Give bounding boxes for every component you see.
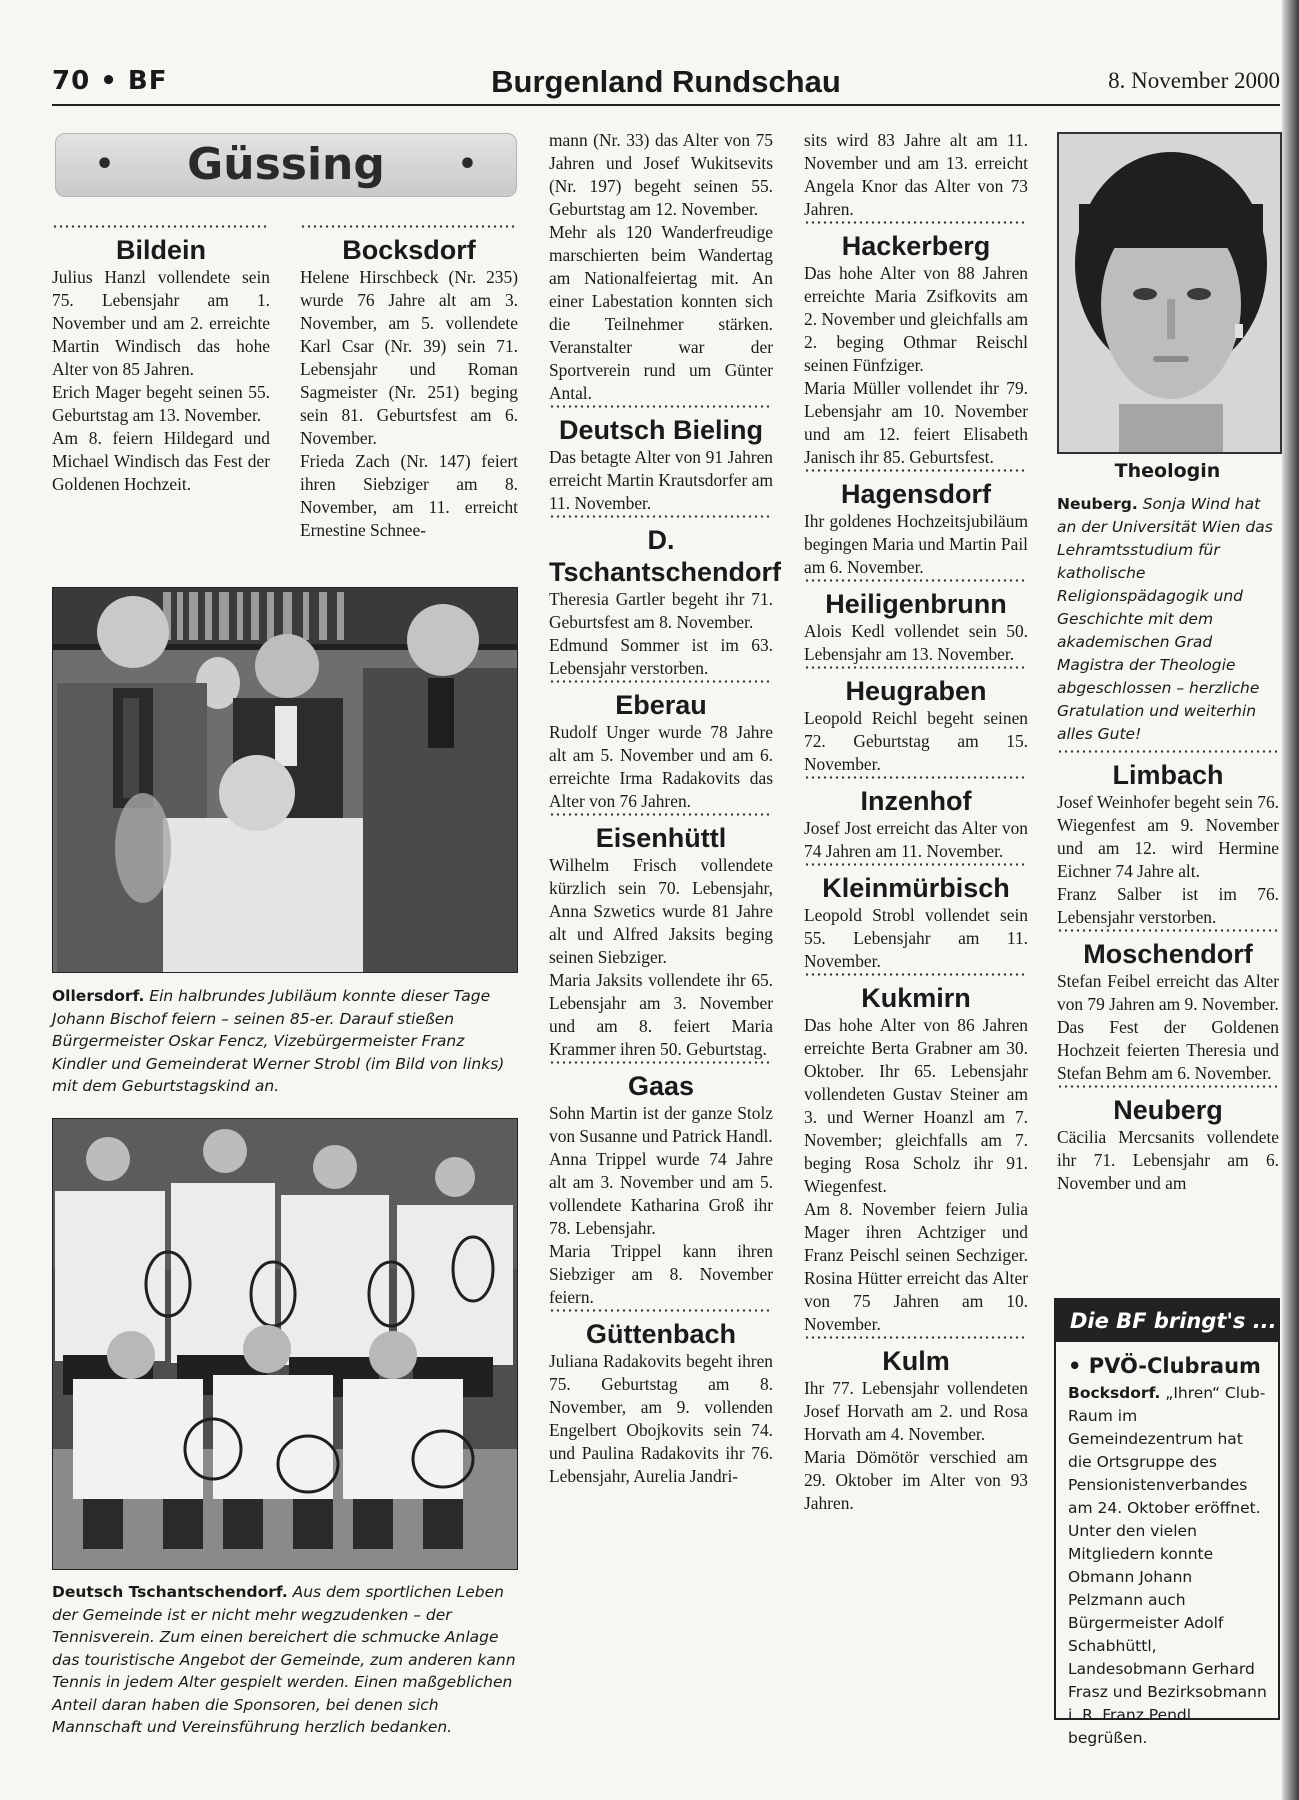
article-heading: Kukmirn (804, 973, 1028, 1014)
portrait-caption (1057, 493, 1280, 746)
article-heading: Deutsch Bieling (549, 405, 773, 446)
article-paragraph: Erich Mager begeht seinen 55. Geburtstag am 13. November. (52, 382, 270, 425)
column-2 (300, 225, 518, 542)
article-heading: Bildein (52, 225, 270, 266)
article-paragraph: sits wird 83 Jahre alt am 11. November und am 13. erreicht Angela Knor das Alter von 73 Jahren. (804, 130, 1028, 219)
article-heading: Heugraben (804, 666, 1028, 707)
masthead (52, 64, 1280, 104)
article-paragraph: Stefan Feibel erreicht das Alter von 79 Jahren am 9. November. (1057, 971, 1279, 1014)
article-paragraph: Theresia Gartler begeht ihr 71. Geburtsfest am 8. November. (549, 589, 773, 632)
article-deutsch-bieling (549, 405, 773, 515)
article-paragraph: Helene Hirschbeck (Nr. 235) wurde 76 Jahre alt am 3. November, am 5. vollendete Karl Csar (Nr. 39) sein 71. Lebensjahr und Roman Sagmeister (Nr. 251) beging sein 81. Geburtsfest am 6. November. (300, 267, 518, 448)
article-eberau (549, 680, 773, 813)
article-heading: Güttenbach (549, 1309, 773, 1350)
article-heading: Hagensdorf (804, 469, 1028, 510)
article-paragraph: mann (Nr. 33) das Alter von 75 Jahren und Josef Wukitsevits (Nr. 197) begeht seinen 55. Geburtstag am 12. November. (549, 130, 773, 219)
article-paragraph: Rudolf Unger wurde 78 Jahre alt am 5. November und am 6. erreichte Irma Radakovits das Alter von 76 Jahren. (549, 722, 773, 811)
article-heading: Eisenhüttl (549, 813, 773, 854)
article-paragraph: Mehr als 120 Wanderfreudige marschierten beim Wandertag am Nationalfeiertag mit. An einer Labestation konnten sich die Teilnehmer stärken. Veranstalter war der Sportverein rund um Günter Antal. (549, 222, 773, 403)
article-paragraph: Josef Weinhofer begeht sein 76. Wiegenfest am 9. November und am 12. wird Hermine Eichner 74 Jahre alt. (1057, 792, 1279, 881)
article-heading: Eberau (549, 680, 773, 721)
info-box-text: „Ihren“ Club-Raum im Gemeindezentrum hat die Ortsgruppe des Pensionistenverbandes am 24. Oktober eröffnet. Unter den vielen Mitgliedern konnte Obmann Johann Pelzmann auch Bürgermeister Adolf Schabhüttl, Landesobmann Gerhard Frasz und Bezirksobmann i. R. Franz Pendl begrüßen. (1068, 1384, 1267, 1747)
article-col3-continued (549, 129, 773, 405)
article-paragraph: Juliana Radakovits begeht ihren 75. Geburtstag am 8. November, am 9. vollenden Engelbert Obojkovits sein 74. und Paulina Radakovits ihr 76. Lebensjahr, Aurelia Jandri- (549, 1351, 773, 1486)
caption-tennis-text: Aus dem sportlichen Leben der Gemeinde ist er nicht mehr wegzudenken – der Tennisverein. Zum einen bereichert die schmucke Anlage das touristische Angebot der Gemeinde, zum anderen kann Tennis in jedem Alter gespielt werden. Einen maßgeblichen Anteil daran haben die Sponsoren, bei denen sich Mannschaft und Vereinsführung herzlich bedanken. (52, 1583, 516, 1736)
column-5 (1057, 750, 1279, 1195)
article-paragraph: Am 8. feiern Hildegard und Michael Windisch das Fest der Goldenen Hochzeit. (52, 428, 270, 494)
article-paragraph: Maria Trippel kann ihren Siebziger am 8. November feiern. (549, 1241, 773, 1307)
photo-ollersdorf-image (53, 588, 517, 972)
article-paragraph: Am 8. November feiern Julia Mager ihren Achtziger und Franz Peischl seinen Sechziger. Rosina Hütter erreicht das Alter von 75 Jahren am 10. November. (804, 1199, 1028, 1334)
article-d-tschantschendorf (549, 515, 782, 680)
article-heading: Limbach (1057, 750, 1279, 791)
article-kukmirn (804, 973, 1028, 1336)
article-kulm (804, 1336, 1028, 1515)
article-paragraph: Leopold Strobl vollendet sein 55. Lebensjahr am 11. November. (804, 905, 1028, 971)
article-bocksdorf (300, 225, 518, 542)
column-1 (52, 225, 270, 496)
article-col4-continued (804, 129, 1028, 221)
article-paragraph: Das Fest der Goldenen Hochzeit feierten Theresia und Stefan Behm am 6. November. (1057, 1017, 1279, 1083)
caption-ollersdorf-text: Ein halbrundes Jubiläum konnte dieser Tage Johann Bischof feiern – seinen 85-er. Darauf stießen Bürgermeister Oskar Fencz, Vizebürgermeister Franz Kindler und Gemeinderat Werner Strobl (im Bild von links) mit dem Geburtstagskind an. (52, 987, 505, 1095)
article-paragraph: Ihr goldenes Hochzeitsjubiläum begingen Maria und Martin Pail am 6. November. (804, 511, 1028, 577)
article-bildein (52, 225, 270, 496)
info-box-header: Die BF bringt's ... (1056, 1300, 1278, 1342)
article-heading: Inzenhof (804, 776, 1028, 817)
photo-ollersdorf-group (52, 587, 518, 973)
article-limbach (1057, 750, 1279, 929)
article-paragraph: Sohn Martin ist der ganze Stolz von Susanne und Patrick Handl. (549, 1103, 773, 1146)
article-kleinmurbisch (804, 863, 1028, 973)
caption-tennis (52, 1581, 518, 1739)
article-paragraph: Julius Hanzl vollendete sein 75. Lebensjahr am 1. November und am 2. erreichte Martin Windisch das hohe Alter von 85 Jahren. (52, 267, 270, 379)
article-paragraph: Das betagte Alter von 91 Jahren erreicht Martin Krautsdorfer am 11. November. (549, 447, 773, 513)
article-paragraph: Das hohe Alter von 86 Jahren erreichte Berta Grabner am 30. Oktober. Ihr 65. Lebensjahr vollendeten Gustav Steiner am 3. und Werner Hoanzl am 7. November; gleichfalls am 7. beging Rosa Scholz ihr 91. Wiegenfest. (804, 1015, 1028, 1196)
article-heading: Hackerberg (804, 221, 1028, 262)
issue-date: 8. November 2000 (1108, 68, 1280, 93)
caption-ollersdorf (52, 985, 518, 1098)
info-box-body (1068, 1382, 1268, 1750)
article-paragraph: Josef Jost erreicht das Alter von 74 Jahren am 11. November. (804, 818, 1028, 861)
article-heiligenbrunn (804, 579, 1028, 666)
column-4 (804, 129, 1028, 1515)
article-heugraben (804, 666, 1028, 776)
article-paragraph: Maria Dömötör verschied am 29. Oktober im Alter von 93 Jahren. (804, 1447, 1028, 1513)
portrait-caption-text: Sonja Wind hat an der Universität Wien das Lehramtsstudium für katholische Religionspädagogik und Geschichte mit dem akademischen Grad Magistra der Theologie abgeschlossen – herzliche Gratulation und weiterhin alles Gute! (1057, 495, 1273, 743)
article-gaas (549, 1061, 773, 1309)
page-number: 70 • BF (52, 66, 168, 96)
article-paragraph: Alois Kedl vollendet sein 50. Lebensjahr am 13. November. (804, 621, 1028, 664)
article-paragraph: Das hohe Alter von 88 Jahren erreichte Maria Zsifkovits am 2. November und gleichfalls am 2. beging Othmar Reischl seinen Fünfziger. (804, 263, 1028, 375)
article-heading: Bocksdorf (300, 225, 518, 266)
banner-bullet-right: • (457, 147, 477, 182)
article-paragraph: Cäcilia Mercsanits vollendete ihr 71. Lebensjahr am 6. November und am (1057, 1127, 1279, 1193)
portrait-caption-place: Neuberg. (1057, 495, 1138, 513)
article-paragraph: Maria Müller vollendet ihr 79. Lebensjahr am 10. November und am 12. feiert Elisabeth Janisch ihr 85. Geburtsfest. (804, 378, 1028, 467)
info-box-title: • PVÖ-Clubraum (1068, 1354, 1261, 1378)
info-box-place: Bocksdorf. (1068, 1384, 1161, 1402)
article-paragraph: Wilhelm Frisch vollendete kürzlich sein 70. Lebensjahr, Anna Szwetics wurde 81 Jahre alt und Alfred Jaksits beging seinen Siebziger. (549, 855, 773, 967)
banner-bullet-left: • (95, 147, 115, 182)
article-heading: Moschendorf (1057, 929, 1279, 970)
article-guttenbach (549, 1309, 773, 1488)
info-box (1054, 1298, 1280, 1747)
newspaper-title: Burgenland Rundschau (491, 64, 841, 99)
portrait-image (1059, 134, 1280, 452)
article-heading: D. Tschantschendorf (549, 515, 773, 588)
portrait-headline: Theologin (1114, 460, 1221, 482)
article-paragraph: Franz Salber ist im 76. Lebensjahr verstorben. (1057, 884, 1279, 927)
scan-edge-shadow (1282, 0, 1299, 1800)
article-moschendorf (1057, 929, 1279, 1085)
article-eisenhuttl (549, 813, 773, 1061)
masthead-rule (52, 104, 1280, 106)
section-title: Güssing (187, 139, 385, 190)
article-heading: Neuberg (1057, 1085, 1279, 1126)
article-paragraph: Leopold Reichl begeht seinen 72. Geburtstag am 15. November. (804, 708, 1028, 774)
article-hagensdorf (804, 469, 1028, 579)
column-3 (549, 129, 782, 1488)
article-inzenhof (804, 776, 1028, 863)
photo-tennis-image (53, 1119, 517, 1569)
article-heading: Kleinmürbisch (804, 863, 1028, 904)
article-heading: Kulm (804, 1336, 1028, 1377)
article-paragraph: Ihr 77. Lebensjahr vollendeten Josef Horvath am 2. und Rosa Horvath am 4. November. (804, 1378, 1028, 1444)
article-paragraph: Frieda Zach (Nr. 147) feiert ihren Siebziger am 8. November, am 11. erreicht Ernestine Schnee- (300, 451, 518, 540)
caption-ollersdorf-place: Ollersdorf. (52, 987, 145, 1005)
article-hackerberg (804, 221, 1028, 469)
article-heading: Heiligenbrunn (804, 579, 1028, 620)
article-paragraph: Edmund Sommer ist im 63. Lebensjahr verstorben. (549, 635, 773, 678)
caption-tennis-place: Deutsch Tschantschendorf. (52, 1583, 288, 1601)
article-heading: Gaas (549, 1061, 773, 1102)
article-paragraph: Anna Trippel wurde 74 Jahre alt am 3. November und am 5. vollendete Katharina Groß ihr 78. Lebensjahr. (549, 1149, 773, 1238)
portrait-photo (1057, 132, 1282, 454)
photo-tennis-club (52, 1118, 518, 1570)
article-paragraph: Maria Jaksits vollendete ihr 65. Lebensjahr am 3. November und am 8. feiert Maria Krammer ihren 50. Geburtstag. (549, 970, 773, 1059)
article-neuberg (1057, 1085, 1279, 1195)
section-banner (55, 133, 517, 197)
